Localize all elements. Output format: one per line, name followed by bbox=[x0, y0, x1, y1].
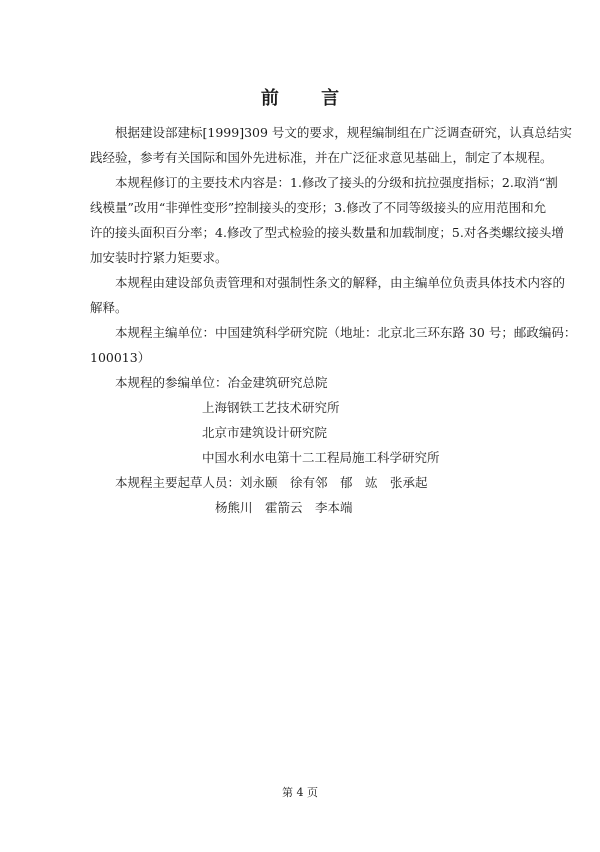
text-line: 根据建设部建标[1999]309 号文的要求，规程编制组在广泛调查研究，认真总结实 bbox=[115, 125, 572, 140]
participants-first-line: 本规程的参编单位：冶金建筑研究总院 bbox=[115, 375, 328, 390]
page-title: 前 言 bbox=[260, 88, 358, 109]
document-body bbox=[90, 120, 577, 520]
text-line: 许的接头面积百分率；4.修改了型式检验的接头数量和加载制度；5.对各类螺纹接头增 bbox=[90, 225, 564, 240]
text-line: 践经验，参考有关国际和国外先进标准，并在广泛征求意见基础上，制定了本规程。 bbox=[90, 150, 553, 165]
drafters-second-line: 杨熊川 霍箭云 李本端 bbox=[215, 500, 353, 515]
paragraph-chief-editor bbox=[90, 320, 577, 370]
participant-unit: 北京市建筑设计研究院 bbox=[202, 425, 328, 440]
participating-units bbox=[90, 370, 518, 470]
text-line: 本规程修订的主要技术内容是：1.修改了接头的分级和抗拉强度指标；2.取消“割 bbox=[115, 175, 558, 190]
page-number: 第 4 页 bbox=[282, 786, 318, 799]
paragraph-basis bbox=[90, 120, 572, 170]
participant-unit: 中国水利水电第十二工程局施工科学研究所 bbox=[202, 450, 440, 465]
text-line: 本规程由建设部负责管理和对强制性条文的解释，由主编单位负责具体技术内容的 bbox=[115, 275, 566, 290]
text-line: 线模量”改用“非弹性变形”控制接头的变形；3.修改了不同等级接头的应用范围和允 bbox=[90, 200, 547, 215]
main-drafters bbox=[90, 470, 518, 520]
paragraph-revision-content bbox=[90, 170, 564, 270]
text-line: 本规程主编单位：中国建筑科学研究院（地址：北京北三环东路 30 号；邮政编码： bbox=[115, 325, 577, 340]
drafters-first-line: 本规程主要起草人员：刘永颐 徐有邻 郁 竑 张承起 bbox=[115, 475, 428, 490]
text-line: 解释。 bbox=[90, 300, 128, 315]
paragraph-management bbox=[90, 270, 566, 320]
participant-unit: 上海钢铁工艺技术研究所 bbox=[202, 400, 340, 415]
text-line: 加安装时拧紧力矩要求。 bbox=[90, 250, 228, 265]
text-line: 100013） bbox=[90, 350, 151, 365]
